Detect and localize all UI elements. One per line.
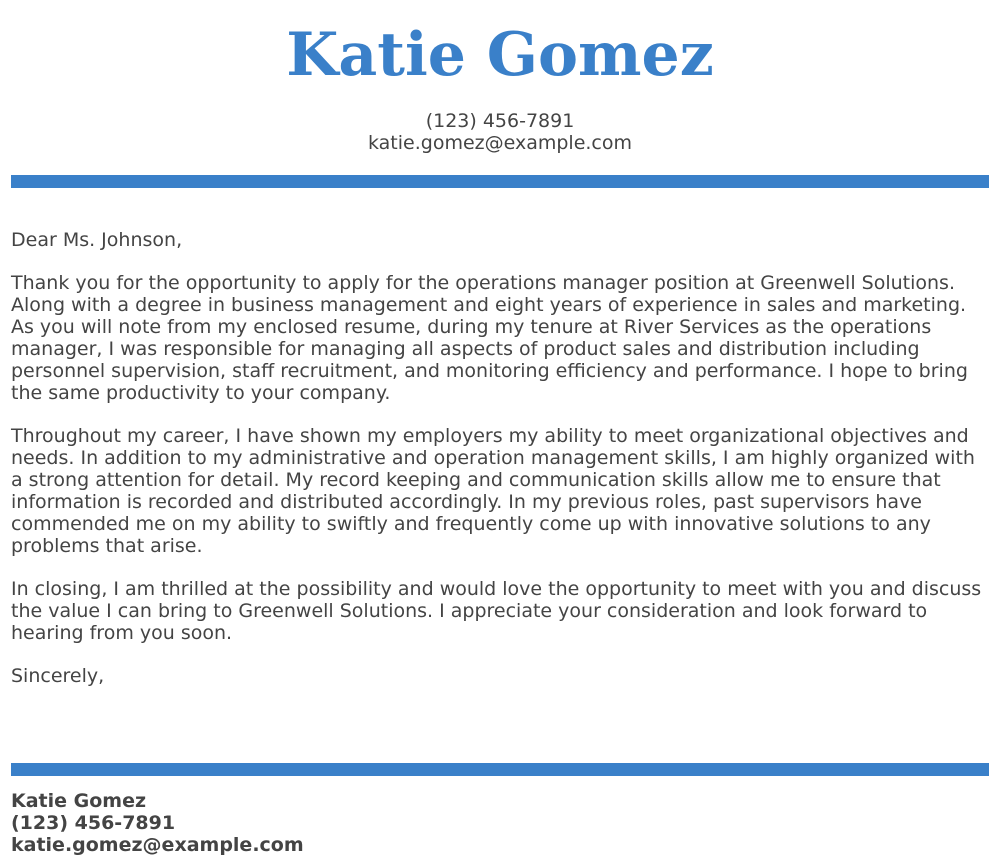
signature-phone: (123) 456-7891 [11, 812, 176, 834]
paragraph-2: Throughout my career, I have shown my employers my ability to meet organizational objectives and needs. In addition to my administrative and operation management skills, I am highly organized with a strong attention for detail. My record keeping and communication skills allow me to ensure that information is recorded and distributed accordingly. In my previous roles, past supervisors have commended me on my ability to swiftly and frequently come up with innovative solutions to any problems that arise. [11, 425, 975, 557]
letter-body [11, 229, 991, 708]
paragraph-3: In closing, I am thrilled at the possibility and would love the opportunity to meet with you and discuss the value I can bring to Greenwell Solutions. I appreciate your consideration and look forward to hearing from you soon. [11, 578, 982, 644]
salutation: Dear Ms. Johnson, [11, 229, 183, 251]
header-email: katie.gomez@example.com [367, 132, 633, 154]
top-divider [11, 175, 989, 188]
closing: Sincerely, [11, 665, 105, 687]
signature-name: Katie Gomez [11, 790, 147, 812]
bottom-divider [11, 763, 989, 776]
signature-email: katie.gomez@example.com [11, 834, 304, 856]
signature-block [11, 790, 911, 856]
paragraph-1: Thank you for the opportunity to apply for the operations manager position at Greenwell Solutions. Along with a degree in business management and eight years of experience in sales and marketing. As you will note from my enclosed resume, during my tenure at River Services as the operations manager, I was responsible for managing all aspects of product sales and distribution including personnel supervision, staff recruitment, and monitoring efficiency and performance. I hope to bring the same productivity to your company. [11, 272, 968, 404]
header-phone: (123) 456-7891 [425, 110, 575, 132]
applicant-name-heading: Katie Gomez [286, 20, 714, 90]
